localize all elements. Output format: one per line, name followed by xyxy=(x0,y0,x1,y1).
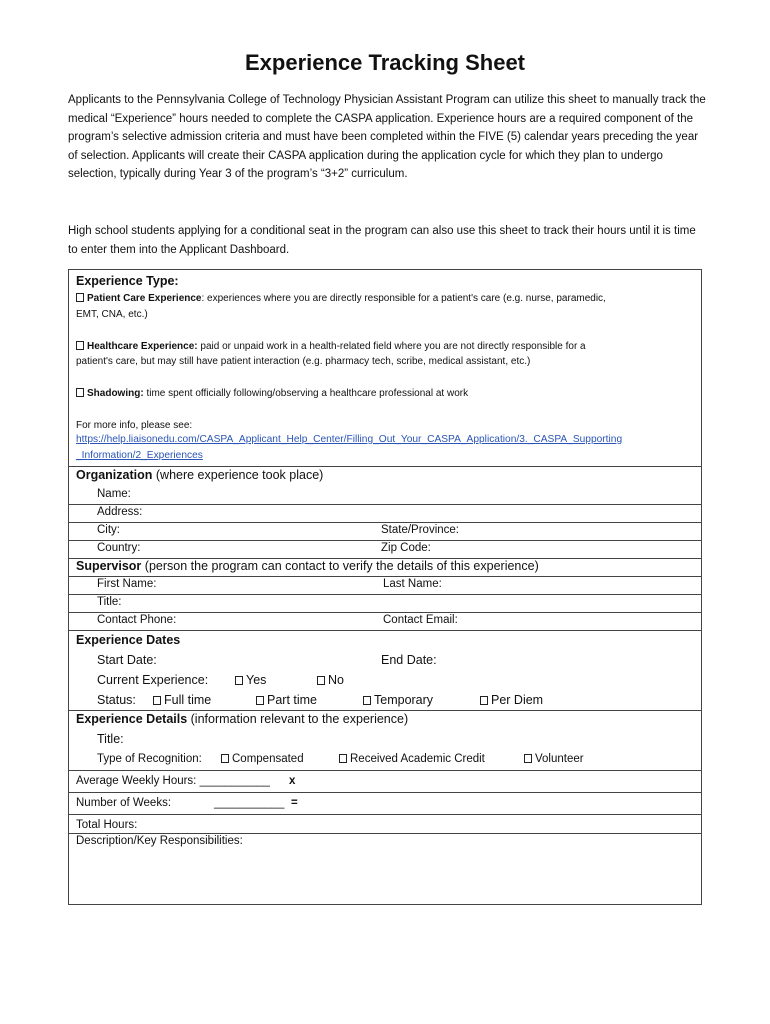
current-no-option[interactable] xyxy=(317,673,344,687)
experience-form xyxy=(68,269,702,905)
experience-details-heading xyxy=(76,712,408,726)
total-hours-row xyxy=(69,814,701,835)
healthcare-checkbox[interactable] xyxy=(76,341,84,350)
experience-details-heading-bold: Experience Details xyxy=(76,712,188,726)
patient-care-desc: : experiences where you are directly responsible for a patient's care (e.g. nurse, paramedic, xyxy=(201,293,606,304)
supervisor-phone-field[interactable]: Contact Phone: xyxy=(97,614,177,626)
supervisor-title-row xyxy=(69,594,701,613)
org-state-field[interactable]: State/Province: xyxy=(381,524,459,536)
experience-dates-heading: Experience Dates xyxy=(76,633,181,647)
weeks-row xyxy=(69,792,701,815)
experience-details-section xyxy=(69,710,701,771)
current-experience-label: Current Experience: xyxy=(97,673,209,687)
current-yes-checkbox[interactable] xyxy=(235,676,243,685)
shadowing-option[interactable] xyxy=(76,388,468,399)
status-temporary-option[interactable] xyxy=(363,693,433,707)
weekly-hours-row xyxy=(69,770,701,793)
supervisor-contact-row xyxy=(69,612,701,631)
compensated-checkbox[interactable] xyxy=(221,754,229,763)
volunteer-option[interactable] xyxy=(524,753,584,765)
intro-paragraph-high-school: High school students applying for a conditional seat in the program can also use this sheet to track their hours until it is time to enter them into the Applicant Dashboard. xyxy=(68,225,696,256)
current-no-checkbox[interactable] xyxy=(317,676,325,685)
current-yes-label: Yes xyxy=(246,673,267,687)
status-part-time-option[interactable] xyxy=(256,693,317,707)
shadowing-checkbox[interactable] xyxy=(76,388,84,397)
recognition-label: Type of Recognition: xyxy=(97,753,202,765)
details-title-field[interactable]: Title: xyxy=(97,732,124,746)
multiply-sign: x xyxy=(289,775,296,787)
volunteer-label: Volunteer xyxy=(535,753,584,765)
patient-care-checkbox[interactable] xyxy=(76,293,84,302)
page-title: Experience Tracking Sheet xyxy=(244,50,526,75)
patient-care-desc-cont: EMT, CNA, etc.) xyxy=(76,309,148,320)
status-full-time-option[interactable] xyxy=(153,693,211,707)
supervisor-name-row xyxy=(69,576,701,595)
shadowing-label: Shadowing: xyxy=(87,388,144,399)
weeks-field[interactable]: ___________ xyxy=(214,797,285,809)
per-diem-label: Per Diem xyxy=(491,693,544,707)
weekly-hours-field[interactable]: Average Weekly Hours: ___________ xyxy=(76,775,270,787)
temporary-checkbox[interactable] xyxy=(363,696,371,705)
org-city-row xyxy=(69,522,701,541)
equals-sign: = xyxy=(291,797,298,809)
patient-care-label: Patient Care Experience xyxy=(87,293,202,304)
part-time-label: Part time xyxy=(267,693,318,707)
organization-heading-bold: Organization xyxy=(76,468,153,482)
org-address-field[interactable]: Address: xyxy=(97,506,143,518)
supervisor-heading-bold: Supervisor xyxy=(76,559,142,573)
compensated-label: Compensated xyxy=(232,753,304,765)
full-time-checkbox[interactable] xyxy=(153,696,161,705)
supervisor-title-field[interactable]: Title: xyxy=(97,596,122,608)
academic-credit-checkbox[interactable] xyxy=(339,754,347,763)
experience-type-heading: Experience Type: xyxy=(76,274,179,288)
org-city-field[interactable]: City: xyxy=(97,524,120,536)
healthcare-label: Healthcare Experience: xyxy=(87,341,198,352)
supervisor-section xyxy=(69,558,701,577)
compensated-option[interactable] xyxy=(221,753,304,765)
intro-paragraph: Applicants to the Pennsylvania College of Technology Physician Assistant Program can utilize this sheet to manually track the medical “Experience” hours needed to complete the CASPA application. Experience hours are a required component of the program’s selective admission criteria and must have been completed within the FIVE (5) calendar years preceding the year of selection. Applicants will create their CASPA application during the application cycle for which they plan to undergo selection, typically during Year 3 of the program’s “3+2” curriculum. xyxy=(68,94,706,181)
current-no-label: No xyxy=(328,673,344,687)
experience-details-heading-note: (information relevant to the experience) xyxy=(187,712,409,726)
caspa-help-link-cont[interactable]: _Information/2_Experiences xyxy=(76,450,203,461)
description-row xyxy=(69,833,701,906)
org-name-field[interactable]: Name: xyxy=(97,488,131,500)
start-date-field[interactable]: Start Date: xyxy=(97,653,157,667)
academic-credit-label: Received Academic Credit xyxy=(350,753,485,765)
experience-dates-section xyxy=(69,630,701,711)
shadowing-desc: time spent officially following/observing a healthcare professional at work xyxy=(143,388,469,399)
full-time-label: Full time xyxy=(164,693,212,707)
organization-heading-note: (where experience took place) xyxy=(152,468,324,482)
healthcare-option[interactable] xyxy=(76,341,586,352)
part-time-checkbox[interactable] xyxy=(256,696,264,705)
description-field[interactable]: Description/Key Responsibilities: xyxy=(76,835,243,847)
total-hours-field[interactable]: Total Hours: xyxy=(76,819,138,831)
patient-care-option[interactable] xyxy=(76,293,606,304)
supervisor-heading-note: (person the program can contact to verify the details of this experience) xyxy=(141,559,539,573)
org-country-row xyxy=(69,540,701,559)
weeks-label: Number of Weeks: xyxy=(76,797,172,809)
status-per-diem-option[interactable] xyxy=(480,693,543,707)
status-label: Status: xyxy=(97,693,136,707)
more-info-text: For more info, please see: xyxy=(76,420,193,431)
organization-heading xyxy=(76,468,323,482)
volunteer-checkbox[interactable] xyxy=(524,754,532,763)
org-zip-field[interactable]: Zip Code: xyxy=(381,542,431,554)
end-date-field[interactable]: End Date: xyxy=(381,653,437,667)
supervisor-heading xyxy=(76,559,539,573)
healthcare-desc: paid or unpaid work in a health-related field where you are not directly responsible for a xyxy=(197,341,586,352)
academic-credit-option[interactable] xyxy=(339,753,485,765)
current-yes-option[interactable] xyxy=(235,673,266,687)
supervisor-first-name-field[interactable]: First Name: xyxy=(97,578,157,590)
org-address-row xyxy=(69,504,701,523)
experience-type-section xyxy=(69,270,701,466)
temporary-label: Temporary xyxy=(374,693,434,707)
supervisor-last-name-field[interactable]: Last Name: xyxy=(383,578,442,590)
per-diem-checkbox[interactable] xyxy=(480,696,488,705)
org-country-field[interactable]: Country: xyxy=(97,542,141,554)
supervisor-email-field[interactable]: Contact Email: xyxy=(383,614,458,626)
caspa-help-link[interactable]: https://help.liaisonedu.com/CASPA_Applicant_Help_Center/Filling_Out_Your_CASPA_Application/3._CASPA_Supporting xyxy=(76,434,623,445)
healthcare-desc-cont: patient's care, but may still have patient interaction (e.g. pharmacy tech, scribe, medical assistant, etc.) xyxy=(76,356,531,367)
